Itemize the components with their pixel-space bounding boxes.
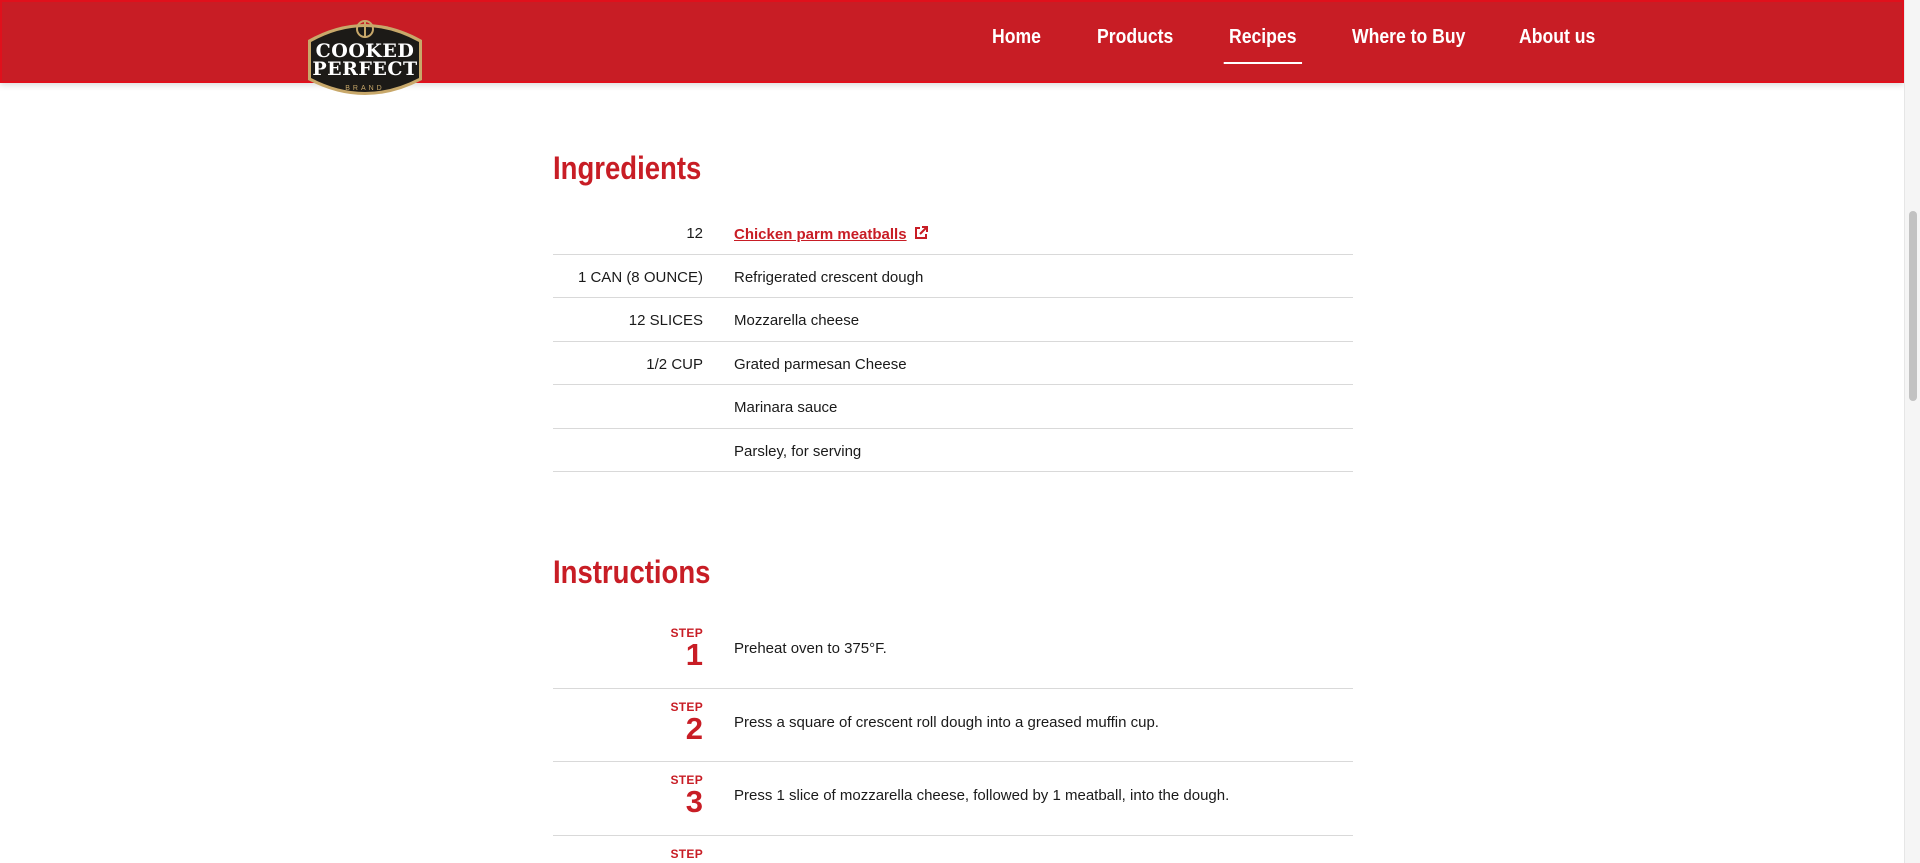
instructions-table [553, 615, 1353, 863]
step-label [670, 701, 703, 744]
logo-wordmark [302, 42, 428, 78]
ingredient-qty: 12 [686, 225, 703, 242]
site-logo[interactable] [302, 14, 428, 102]
site-header [0, 0, 1904, 83]
ingredient-name: Parsley, for serving [734, 442, 862, 460]
external-link-icon[interactable] [913, 225, 929, 241]
scrollbar-thumb[interactable] [1909, 211, 1917, 401]
ingredients-title: Ingredients [553, 150, 702, 186]
nav-about-us[interactable]: About us [1519, 26, 1596, 48]
ingredient-row [553, 211, 1353, 255]
ingredient-name: Marinara sauce [734, 399, 838, 416]
instructions-title: Instructions [553, 554, 711, 590]
ingredient-row [553, 429, 1353, 473]
step-word: STEP [670, 773, 703, 787]
logo-line-1: COOKED [315, 40, 415, 62]
vertical-scrollbar[interactable] [1904, 0, 1920, 863]
ingredient-row [553, 385, 1353, 429]
ingredient-qty: 1/2 CUP [646, 355, 703, 373]
step-text: Press 1 slice of mozzarella cheese, followed by 1 meatball, into the dough. [734, 787, 1230, 804]
nav-home[interactable]: Home [992, 26, 1041, 48]
step-label [670, 774, 703, 817]
step-text: Press a square of crescent roll dough into a greased muffin cup. [734, 713, 1159, 731]
ingredient-qty: 12 SLICES [628, 312, 703, 329]
step-number: 1 [685, 637, 703, 672]
ingredient-name: Refrigerated crescent dough [734, 268, 924, 286]
nav-products[interactable]: Products [1097, 26, 1174, 48]
ingredient-name: Grated parmesan Cheese [734, 355, 907, 373]
ingredient-name: Mozzarella cheese [734, 312, 860, 329]
ingredient-row [553, 255, 1353, 299]
ingredient-row [553, 298, 1353, 342]
step-row [553, 762, 1353, 836]
logo-line-2: PERFECT [312, 58, 418, 80]
ingredient-row [553, 342, 1353, 386]
nav-where-to-buy[interactable]: Where to Buy [1352, 26, 1466, 48]
step-word: STEP [670, 846, 703, 861]
nav-recipes[interactable]: Recipes [1229, 26, 1297, 48]
step-row [553, 836, 1353, 863]
ingredients-table [553, 211, 1353, 472]
step-word: STEP [670, 626, 703, 640]
chicken-parm-meatballs-link[interactable]: Chicken parm meatballs [734, 226, 907, 243]
step-label [670, 848, 703, 861]
step-label [670, 627, 703, 670]
step-text: Preheat oven to 375°F. [734, 640, 887, 657]
step-row [553, 615, 1353, 689]
step-number: 2 [685, 710, 703, 746]
step-row [553, 689, 1353, 763]
ingredient-link-wrapper [734, 225, 929, 243]
step-word: STEP [670, 699, 703, 714]
step-number: 3 [685, 784, 703, 819]
ingredient-qty: 1 CAN (8 OUNCE) [577, 268, 703, 286]
logo-brand: BRAND [345, 85, 385, 92]
